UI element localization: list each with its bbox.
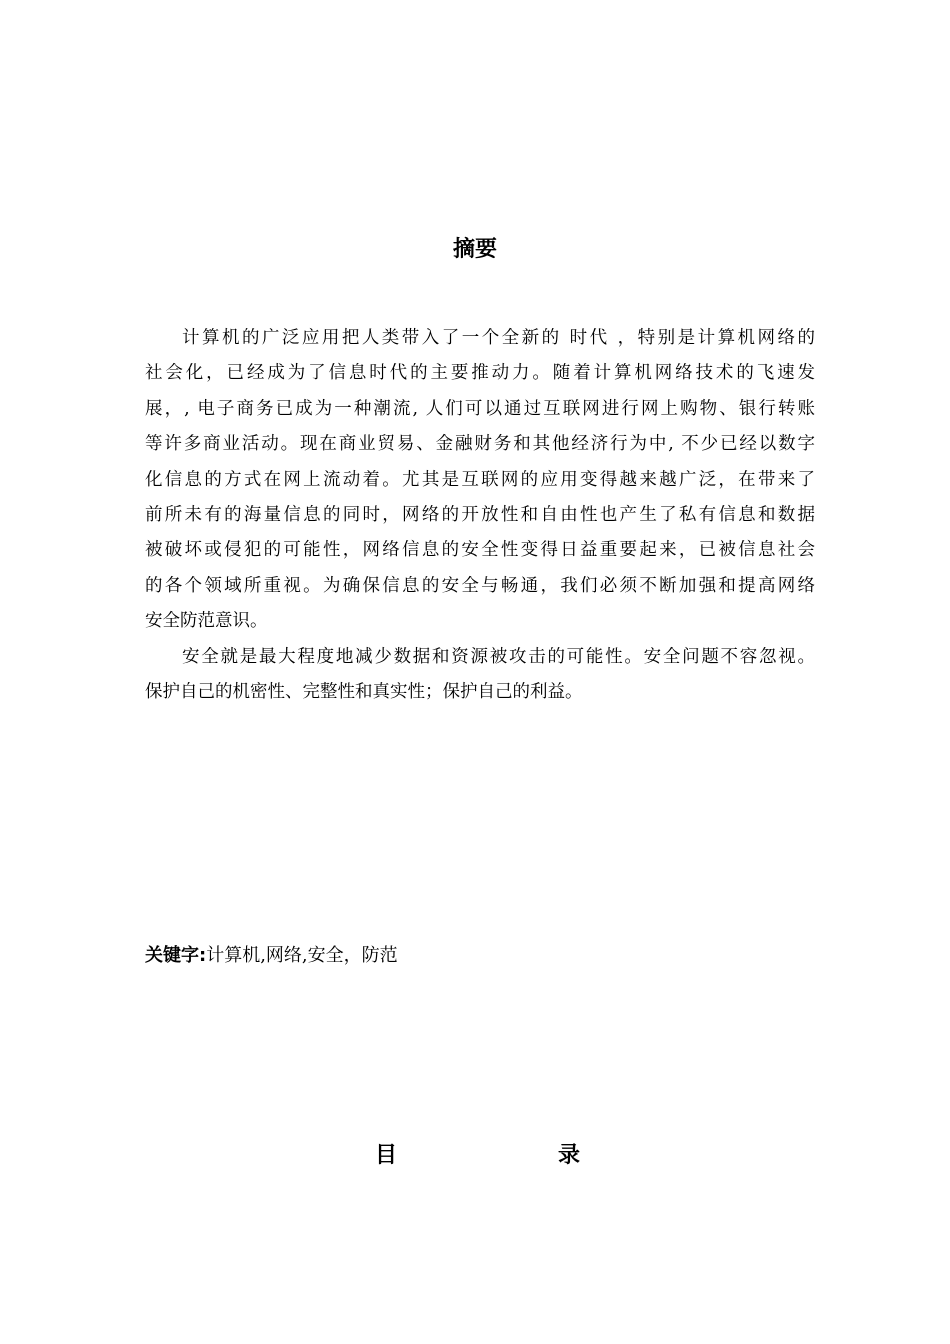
paragraph-line: 社会化，已经成为了信息时代的主要推动力。随着计算机网络技术的飞速发 bbox=[145, 363, 815, 384]
toc-title bbox=[375, 1138, 580, 1174]
paragraph-line: 展，, 电子商务已成为一种潮流, 人们可以通过互联网进行网上购物、银行转账 bbox=[145, 398, 815, 419]
abstract-paragraph-1 bbox=[145, 321, 815, 640]
paragraph-line: 安全就是最大程度地减少数据和资源被攻击的可能性。安全问题不容忽视。 bbox=[182, 646, 815, 667]
keywords-label: 关键字: bbox=[145, 945, 207, 966]
paragraph-line: 的各个领域所重视。为确保信息的安全与畅通，我们必须不断加强和提高网络 bbox=[145, 575, 815, 596]
abstract-body bbox=[145, 321, 815, 710]
toc-title-char: 录 bbox=[557, 1143, 580, 1168]
paragraph-line: 前所未有的海量信息的同时，网络的开放性和自由性也产生了私有信息和数据 bbox=[145, 504, 815, 525]
paragraph-line: 被破坏或侵犯的可能性，网络信息的安全性变得日益重要起来，已被信息社会 bbox=[145, 540, 815, 561]
paragraph-line: 等许多商业活动。现在商业贸易、金融财务和其他经济行为中, 不少已经以数字 bbox=[145, 434, 815, 455]
paragraph-line: 计算机的广泛应用把人类带入了一个全新的 时代 ，特别是计算机网络的 bbox=[182, 328, 815, 348]
abstract-title: 摘要 bbox=[452, 237, 497, 262]
paragraph-line: 安全防范意识。 bbox=[145, 611, 268, 632]
abstract-paragraph-2 bbox=[145, 640, 815, 711]
toc-title-char: 目 bbox=[375, 1143, 398, 1168]
paragraph-line: 化信息的方式在网上流动着。尤其是互联网的应用变得越来越广泛，在带来了 bbox=[145, 469, 815, 490]
keywords-line bbox=[145, 938, 398, 974]
paragraph-line: 保护自己的机密性、完整性和真实性；保护自己的利益。 bbox=[145, 681, 583, 702]
keywords-value: 计算机,网络,安全，防范 bbox=[206, 945, 398, 966]
